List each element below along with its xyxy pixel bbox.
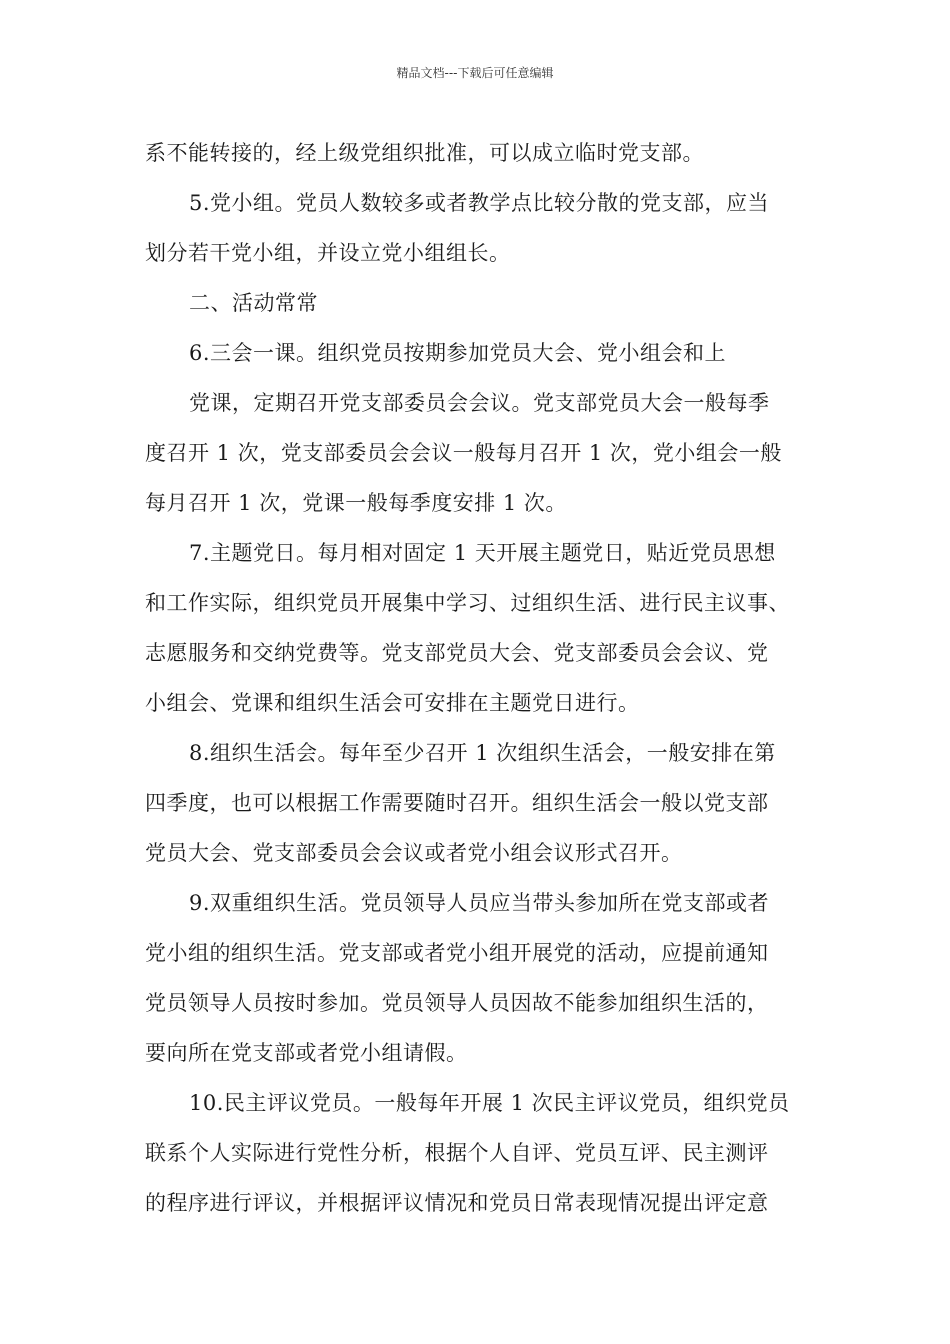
text-line: 系不能转接的，经上级党组织批准，可以成立临时党支部。 <box>145 141 704 165</box>
text-line: 党小组的组织生活。党支部或者党小组开展党的活动，应提前通知 <box>145 941 769 965</box>
text-line: 每月召开 1 次，党课一般每季度安排 1 次。 <box>145 491 567 515</box>
text-line: 要向所在党支部或者党小组请假。 <box>145 1041 468 1065</box>
text-line: 10.民主评议党员。一般每年开展 1 次民主评议党员，组织党员 <box>189 1091 790 1115</box>
text-line: 8.组织生活会。每年至少召开 1 次组织生活会，一般安排在第 <box>189 741 776 765</box>
text-line: 志愿服务和交纳党费等。党支部党员大会、党支部委员会会议、党 <box>145 641 769 665</box>
text-line: 四季度，也可以根据工作需要随时召开。组织生活会一般以党支部 <box>145 791 769 815</box>
text-line: 5.党小组。党员人数较多或者教学点比较分散的党支部，应当 <box>189 191 770 215</box>
text-line: 的程序进行评议，并根据评议情况和党员日常表现情况提出评定意 <box>145 1191 769 1215</box>
text-line: 和工作实际，组织党员开展集中学习、过组织生活、进行民主议事、 <box>145 591 790 615</box>
section-heading: 二、活动常常 <box>189 291 318 315</box>
text-line: 党员大会、党支部委员会会议或者党小组会议形式召开。 <box>145 841 683 865</box>
text-line: 党课，定期召开党支部委员会会议。党支部党员大会一般每季 <box>189 391 770 415</box>
text-line: 划分若干党小组，并设立党小组组长。 <box>145 241 511 265</box>
text-line: 9.双重组织生活。党员领导人员应当带头参加所在党支部或者 <box>189 891 770 915</box>
text-line: 联系个人实际进行党性分析，根据个人自评、党员互评、民主测评 <box>145 1141 769 1165</box>
document-body <box>145 128 815 1228</box>
text-line: 党员领导人员按时参加。党员领导人员因故不能参加组织生活的， <box>145 991 769 1015</box>
text-line: 小组会、党课和组织生活会可安排在主题党日进行。 <box>145 691 640 715</box>
text-line: 7.主题党日。每月相对固定 1 天开展主题党日，贴近党员思想 <box>189 541 776 565</box>
text-line: 6.三会一课。组织党员按期参加党员大会、党小组会和上 <box>189 341 727 365</box>
text-line: 度召开 1 次，党支部委员会会议一般每月召开 1 次，党小组会一般 <box>145 441 782 465</box>
page-header: 精品文档---下载后可任意编辑 <box>396 66 554 80</box>
